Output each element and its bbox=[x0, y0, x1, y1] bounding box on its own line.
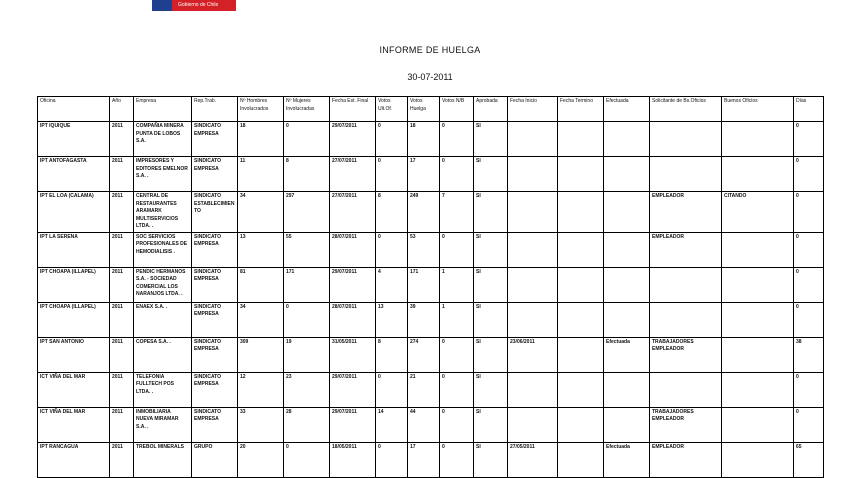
table-cell: 0 bbox=[794, 232, 824, 267]
table-cell: 2011 bbox=[110, 372, 134, 407]
table-cell: 13 bbox=[376, 302, 408, 337]
table-cell bbox=[508, 302, 558, 337]
table-cell: IMPRESORES Y EDITORES EMELNOR S.A. . bbox=[134, 157, 192, 192]
table-row bbox=[38, 442, 824, 477]
table-cell: SINDICATO EMPRESA bbox=[192, 157, 238, 192]
table-cell bbox=[558, 267, 604, 302]
table-cell: SI bbox=[474, 157, 508, 192]
table-cell bbox=[650, 267, 722, 302]
table-cell: 27/07/2011 bbox=[330, 192, 376, 233]
table-cell: SOC SERVICIOS PROFESIONALES DE HEMODIALISIS . bbox=[134, 232, 192, 267]
table-cell: 0 bbox=[284, 442, 330, 477]
table-cell: 18 bbox=[408, 122, 440, 157]
table-cell: 0 bbox=[376, 442, 408, 477]
table-cell: SI bbox=[474, 442, 508, 477]
table-cell bbox=[558, 122, 604, 157]
table-cell bbox=[650, 372, 722, 407]
table-cell bbox=[604, 267, 650, 302]
table-cell: 28/07/2011 bbox=[330, 302, 376, 337]
column-header: Aprobada bbox=[474, 97, 508, 122]
logo-label: Gobierno de Chile bbox=[172, 0, 236, 11]
table-cell: GRUPO bbox=[192, 442, 238, 477]
column-header: Buenos Oficios bbox=[722, 97, 794, 122]
table-cell: TRABAJADORES EMPLEADOR bbox=[650, 407, 722, 442]
table-cell: 55 bbox=[284, 232, 330, 267]
table-cell bbox=[722, 407, 794, 442]
table-cell: SI bbox=[474, 267, 508, 302]
table-cell: IPT ANTOFAGASTA bbox=[38, 157, 110, 192]
table-cell bbox=[722, 232, 794, 267]
table-cell: 0 bbox=[376, 157, 408, 192]
table-cell: COPESA S.A. . bbox=[134, 337, 192, 372]
table-cell: 0 bbox=[440, 442, 474, 477]
logo-blue-square bbox=[152, 0, 172, 11]
table-cell bbox=[558, 232, 604, 267]
table-cell: 39 bbox=[408, 302, 440, 337]
table-cell: 53 bbox=[408, 232, 440, 267]
table-cell bbox=[722, 442, 794, 477]
table-cell: 2011 bbox=[110, 122, 134, 157]
table-cell: CITANDO bbox=[722, 192, 794, 233]
table-cell: 20 bbox=[238, 442, 284, 477]
table-cell: Efectuada bbox=[604, 442, 650, 477]
table-cell: 34 bbox=[238, 192, 284, 233]
table-cell: 17 bbox=[408, 442, 440, 477]
table-header-row bbox=[38, 97, 824, 122]
table-cell bbox=[604, 232, 650, 267]
table-cell bbox=[650, 157, 722, 192]
table-cell: 18 bbox=[238, 122, 284, 157]
table-cell: SINDICATO EMPRESA bbox=[192, 372, 238, 407]
table-cell: 19 bbox=[284, 337, 330, 372]
table-cell: 23/06/2011 bbox=[508, 337, 558, 372]
table-cell: 2011 bbox=[110, 337, 134, 372]
table-cell bbox=[604, 122, 650, 157]
column-header: Oficina bbox=[38, 97, 110, 122]
table-cell: 2011 bbox=[110, 302, 134, 337]
table-cell: PENDIC HERMANOS S.A. - SOCIEDAD COMERCIAL LOS NARANJOS LTDA. . bbox=[134, 267, 192, 302]
table-cell: SI bbox=[474, 407, 508, 442]
table-cell: 2011 bbox=[110, 442, 134, 477]
report-date: 30-07-2011 bbox=[407, 72, 453, 82]
column-header: Días bbox=[794, 97, 824, 122]
table-cell: 171 bbox=[408, 267, 440, 302]
table-cell: 23 bbox=[284, 372, 330, 407]
column-header: Fecha Est. Final bbox=[330, 97, 376, 122]
table-cell: 0 bbox=[440, 232, 474, 267]
table-cell: SINDICATO EMPRESA bbox=[192, 302, 238, 337]
table-cell: IPT EL LOA (CALAMA) bbox=[38, 192, 110, 233]
table-cell: 13 bbox=[238, 232, 284, 267]
table-cell: EMPLEADOR bbox=[650, 442, 722, 477]
table-cell: 171 bbox=[284, 267, 330, 302]
table-cell: SINDICATO EMPRESA bbox=[192, 337, 238, 372]
table-cell: 8 bbox=[284, 157, 330, 192]
table-cell bbox=[604, 157, 650, 192]
table-row bbox=[38, 337, 824, 372]
column-header: Solicitante de Bs.Oficios bbox=[650, 97, 722, 122]
report-title: INFORME DE HUELGA bbox=[379, 45, 481, 55]
table-cell bbox=[508, 122, 558, 157]
table-cell: TELEFONIA FULLTECH POS LTDA. . bbox=[134, 372, 192, 407]
table-cell: IPT SAN ANTONIO bbox=[38, 337, 110, 372]
table-cell: CENTRAL DE RESTAURANTES ARAMARK MULTISERVICIOS LTDA. . bbox=[134, 192, 192, 233]
table-cell bbox=[558, 302, 604, 337]
table-cell bbox=[508, 232, 558, 267]
table-cell: TRABAJADORES EMPLEADOR bbox=[650, 337, 722, 372]
table-cell: 0 bbox=[440, 157, 474, 192]
table-cell: 33 bbox=[238, 407, 284, 442]
table-cell: IPT RANCAGUA bbox=[38, 442, 110, 477]
column-header: Votos Ult.Of. bbox=[376, 97, 408, 122]
table-cell: 29/07/2011 bbox=[330, 122, 376, 157]
table-cell: COMPAÑIA MINERA PUNTA DE LOBOS S.A. bbox=[134, 122, 192, 157]
table-cell bbox=[650, 302, 722, 337]
table-cell: 2011 bbox=[110, 407, 134, 442]
gobierno-de-chile-logo bbox=[152, 0, 236, 11]
table-cell: 0 bbox=[284, 122, 330, 157]
table-cell: ENAEX S.A. . bbox=[134, 302, 192, 337]
table-cell: 7 bbox=[440, 192, 474, 233]
table-cell: SI bbox=[474, 232, 508, 267]
table-cell: SINDICATO ESTABLECIMIENTO bbox=[192, 192, 238, 233]
table-cell: EMPLEADOR bbox=[650, 232, 722, 267]
table-cell: SINDICATO EMPRESA bbox=[192, 232, 238, 267]
column-header: Empresa bbox=[134, 97, 192, 122]
table-cell: 38 bbox=[794, 337, 824, 372]
table-cell bbox=[508, 267, 558, 302]
table-cell bbox=[650, 122, 722, 157]
table-cell: 0 bbox=[440, 372, 474, 407]
table-cell: 0 bbox=[794, 407, 824, 442]
table-cell: ICT VIÑA DEL MAR bbox=[38, 372, 110, 407]
column-header: Nº Hombres Involucrados bbox=[238, 97, 284, 122]
table-cell: IPT CHOAPA (ILLAPEL) bbox=[38, 267, 110, 302]
table-cell: 21 bbox=[408, 372, 440, 407]
table-row bbox=[38, 267, 824, 302]
table-cell bbox=[722, 122, 794, 157]
table-cell: 27/05/2011 bbox=[508, 442, 558, 477]
table-cell bbox=[604, 302, 650, 337]
table-cell: INMOBILIARIA NUEVA MIRAMAR S.A. . bbox=[134, 407, 192, 442]
table-cell: IPT CHOAPA (ILLAPEL) bbox=[38, 302, 110, 337]
column-header: Nº Mujeres Involucradas bbox=[284, 97, 330, 122]
table-cell: 0 bbox=[794, 302, 824, 337]
table-body bbox=[38, 122, 824, 478]
table-cell: SI bbox=[474, 302, 508, 337]
table-cell: 28/07/2011 bbox=[330, 232, 376, 267]
table-cell bbox=[604, 192, 650, 233]
table-cell: SINDICATO EMPRESA bbox=[192, 122, 238, 157]
column-header: Año bbox=[110, 97, 134, 122]
column-header: Fecha Termino bbox=[558, 97, 604, 122]
table-cell: 0 bbox=[794, 267, 824, 302]
column-header: Votos N/B bbox=[440, 97, 474, 122]
table-cell: 14 bbox=[376, 407, 408, 442]
table-cell: SI bbox=[474, 192, 508, 233]
table-cell bbox=[722, 302, 794, 337]
table-cell: 0 bbox=[440, 122, 474, 157]
table-cell: SI bbox=[474, 337, 508, 372]
table-cell: 0 bbox=[440, 337, 474, 372]
table-cell bbox=[508, 407, 558, 442]
table-cell: TREBOL MINERALS bbox=[134, 442, 192, 477]
table-row bbox=[38, 157, 824, 192]
table-row bbox=[38, 372, 824, 407]
table-cell bbox=[558, 407, 604, 442]
table-cell bbox=[508, 157, 558, 192]
table-cell: 29/07/2011 bbox=[330, 267, 376, 302]
table-row bbox=[38, 407, 824, 442]
table-row bbox=[38, 232, 824, 267]
table-cell: 8 bbox=[376, 337, 408, 372]
table-cell: 2011 bbox=[110, 192, 134, 233]
table-row bbox=[38, 192, 824, 233]
table-cell bbox=[722, 337, 794, 372]
table-cell: 309 bbox=[238, 337, 284, 372]
table-cell: SINDICATO EMPRESA bbox=[192, 267, 238, 302]
table-cell: 0 bbox=[794, 372, 824, 407]
table-cell bbox=[604, 407, 650, 442]
table-cell bbox=[558, 157, 604, 192]
table-cell: 0 bbox=[794, 157, 824, 192]
table-cell: IPT IQUIQUE bbox=[38, 122, 110, 157]
table-cell: 1 bbox=[440, 267, 474, 302]
table-cell: 4 bbox=[376, 267, 408, 302]
table-row bbox=[38, 122, 824, 157]
table-cell: 27/07/2011 bbox=[330, 157, 376, 192]
table-cell: 12 bbox=[238, 372, 284, 407]
table-cell: 0 bbox=[794, 122, 824, 157]
table-cell: 0 bbox=[440, 407, 474, 442]
column-header: Rep.Trab. bbox=[192, 97, 238, 122]
column-header: Votos Huelga bbox=[408, 97, 440, 122]
table-cell: IPT LA SERENA bbox=[38, 232, 110, 267]
table-cell: 249 bbox=[408, 192, 440, 233]
table-cell: 2011 bbox=[110, 157, 134, 192]
table-cell: 44 bbox=[408, 407, 440, 442]
table-cell bbox=[558, 372, 604, 407]
table-cell: 18/05/2011 bbox=[330, 442, 376, 477]
table-cell: 1 bbox=[440, 302, 474, 337]
table-cell bbox=[558, 337, 604, 372]
table-cell bbox=[558, 192, 604, 233]
table-cell bbox=[558, 442, 604, 477]
table-cell: SI bbox=[474, 122, 508, 157]
table-cell bbox=[604, 372, 650, 407]
table-cell: 31/05/2011 bbox=[330, 337, 376, 372]
table-cell: 0 bbox=[794, 192, 824, 233]
table-cell: Efectuada bbox=[604, 337, 650, 372]
table-cell: 34 bbox=[238, 302, 284, 337]
table-cell: 2011 bbox=[110, 267, 134, 302]
table-cell: 11 bbox=[238, 157, 284, 192]
table-cell: ICT VIÑA DEL MAR bbox=[38, 407, 110, 442]
table-cell: 2011 bbox=[110, 232, 134, 267]
column-header: Efectuada bbox=[604, 97, 650, 122]
table-cell: 8 bbox=[376, 192, 408, 233]
table-cell: 28 bbox=[284, 407, 330, 442]
table-cell: EMPLEADOR bbox=[650, 192, 722, 233]
table-cell bbox=[722, 157, 794, 192]
strike-report-table bbox=[37, 96, 824, 478]
table-cell: 65 bbox=[794, 442, 824, 477]
table-cell bbox=[508, 372, 558, 407]
table-cell: 17 bbox=[408, 157, 440, 192]
table-cell bbox=[722, 267, 794, 302]
table-row bbox=[38, 302, 824, 337]
table-cell: 29/07/2011 bbox=[330, 372, 376, 407]
table-cell bbox=[722, 372, 794, 407]
table-cell: 81 bbox=[238, 267, 284, 302]
column-header: Fecha Inicio bbox=[508, 97, 558, 122]
table-cell: 0 bbox=[376, 232, 408, 267]
table-cell: SINDICATO EMPRESA bbox=[192, 407, 238, 442]
table-cell: 297 bbox=[284, 192, 330, 233]
table-cell: 0 bbox=[284, 302, 330, 337]
table-cell: 0 bbox=[376, 372, 408, 407]
table-cell: SI bbox=[474, 372, 508, 407]
table-cell: 0 bbox=[376, 122, 408, 157]
table-cell bbox=[508, 192, 558, 233]
table-cell: 29/07/2011 bbox=[330, 407, 376, 442]
table-cell: 274 bbox=[408, 337, 440, 372]
